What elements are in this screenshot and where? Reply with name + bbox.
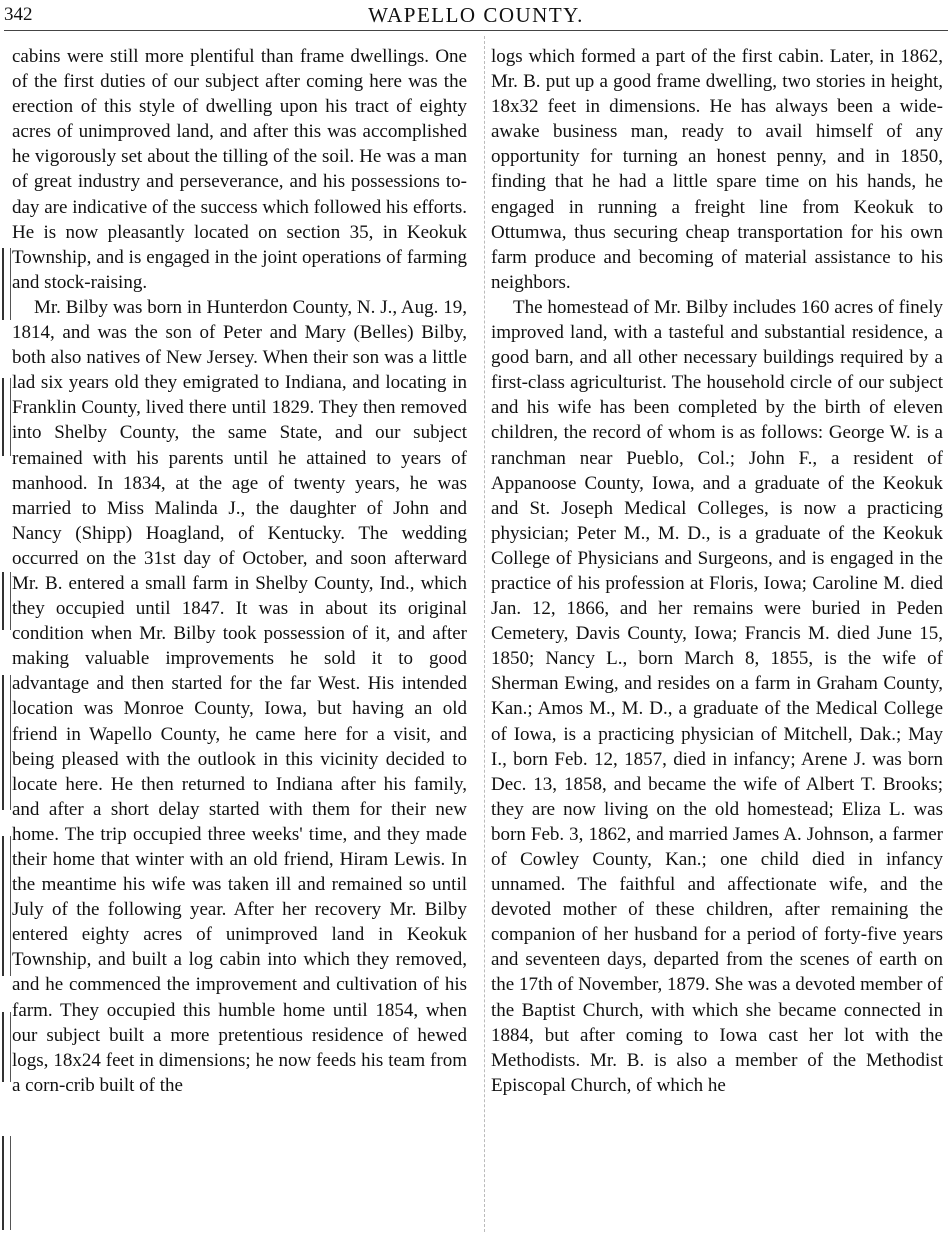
binding-mark	[2, 248, 11, 320]
left-column	[12, 44, 467, 1098]
paragraph: Mr. Bilby was born in Hunterdon County, N. J., Aug. 19, 1814, and was the son of Peter and Mary (Belles) Bilby, both also natives of New Jersey. When their son was a little lad six years old they emigrated to Indiana, and locating in Franklin County, lived there until 1829. They then removed into Shelby County, the same State, and our subject remained with his parents until he attained to years of manhood. In 1834, at the age of twenty years, he was married to Miss Malinda J., the daughter of John and Nancy (Shipp) Hoagland, of Kentucky. The wedding occurred on the 31st day of October, and soon afterward Mr. B. entered a small farm in Shelby County, Ind., which they occupied until 1847. It was in about its original condition when Mr. Bilby took possession of it, and after making valuable improvements he sold it to good advantage and then started for the far West. His intended location was Monroe County, Iowa, but having an old friend in Wapello County, he came here for a visit, and being pleased with the outlook in this vicinity decided to locate here. He then returned to Indiana after his family, and after a short delay started with them for their new home. The trip occupied three weeks' time, and they made their home that winter with an old friend, Hiram Lewis. In the meantime his wife was taken ill and remained so until July of the following year. After her recovery Mr. Bilby entered eighty acres of unimproved land in Keokuk Township, and built a log cabin into which they removed, and he commenced the improvement and cultivation of his farm. They occupied this humble home until 1854, when our subject built a more pretentious residence of hewed logs, 18x24 feet in dimensions; he now feeds his team from a corn-crib built of the	[12, 296, 467, 1096]
binding-mark	[2, 378, 11, 456]
binding-mark	[2, 1012, 11, 1082]
binding-mark	[2, 836, 11, 976]
paragraph: The homestead of Mr. Bilby includes 160 acres of finely improved land, with a tasteful and substantial residence, a good barn, and all other necessary buildings required by a first-class agriculturist. The household circle of our subject and his wife has been completed by the birth of eleven children, the record of whom is as follows: George W. is a ranchman near Pueblo, Col.; John F., a resident of Appanoose County, Iowa, and a graduate of the Keokuk and St. Joseph Medical Colleges, is now a practicing physician; Peter M., M. D., is a graduate of the Keokuk College of Physicians and Surgeons, and is engaged in the practice of his profession at Floris, Iowa; Caroline M. died Jan. 12, 1866, and her remains were buried in Peden Cemetery, Davis County, Iowa; Francis M. died June 15, 1850; Nancy L., born March 8, 1855, is the wife of Sherman Ewing, and resides on a farm in Graham County, Kan.; Amos M., M. D., a graduate of the Medical College of Iowa, is a practicing physician of Mitchell, Dak.; May I., born Feb. 12, 1857, died in infancy; Arene J. was born Dec. 13, 1858, and became the wife of Albert T. Brooks; they are now living on the old homestead; Eliza L. was born Feb. 3, 1862, and married James A. Johnson, a farmer of Cowley County, Kan.; one child died in infancy unnamed. The faithful and affectionate wife, and the devoted mother of these children, after remaining the companion of her husband for a period of forty-five years and seventeen days, departed from the scenes of earth on the 17th of November, 1879. She was a devoted member of the Baptist Church, with which she became connected in 1884, but after coming to Iowa cast her lot with the Methodists. Mr. B. is also a member of the Methodist Episcopal Church, of which he	[491, 296, 943, 1096]
right-column	[491, 44, 943, 1098]
page-number: 342	[4, 4, 33, 25]
header-rule	[4, 30, 948, 31]
paragraph: cabins were still more plentiful than frame dwellings. One of the first duties of our subject after coming here was the erection of this style of dwelling upon his tract of eighty acres of unimproved land, and after this was accomplished he vigorously set about the tilling of the soil. He was a man of great industry and perseverance, and his possessions to-day are indicative of the success which followed his efforts. He is now pleasantly located on section 35, in Keokuk Township, and is engaged in the joint operations of farming and stock-raising.	[12, 46, 467, 293]
binding-mark	[2, 572, 11, 630]
binding-mark	[2, 675, 11, 810]
column-gutter	[484, 36, 485, 1232]
binding-mark	[2, 1136, 11, 1230]
page-header	[0, 2, 952, 28]
running-head-title: WAPELLO COUNTY.	[368, 3, 584, 27]
paragraph: logs which formed a part of the first cabin. Later, in 1862, Mr. B. put up a good frame dwelling, two stories in height, 18x32 feet in dimensions. He has always been a wide-awake business man, ready to avail himself of any opportunity for turning an honest penny, and in 1850, finding that he had a little spare time on his hands, he engaged in running a freight line from Keokuk to Ottumwa, thus securing cheap transportation for his own farm produce and becoming of material assistance to his neighbors.	[491, 46, 943, 293]
